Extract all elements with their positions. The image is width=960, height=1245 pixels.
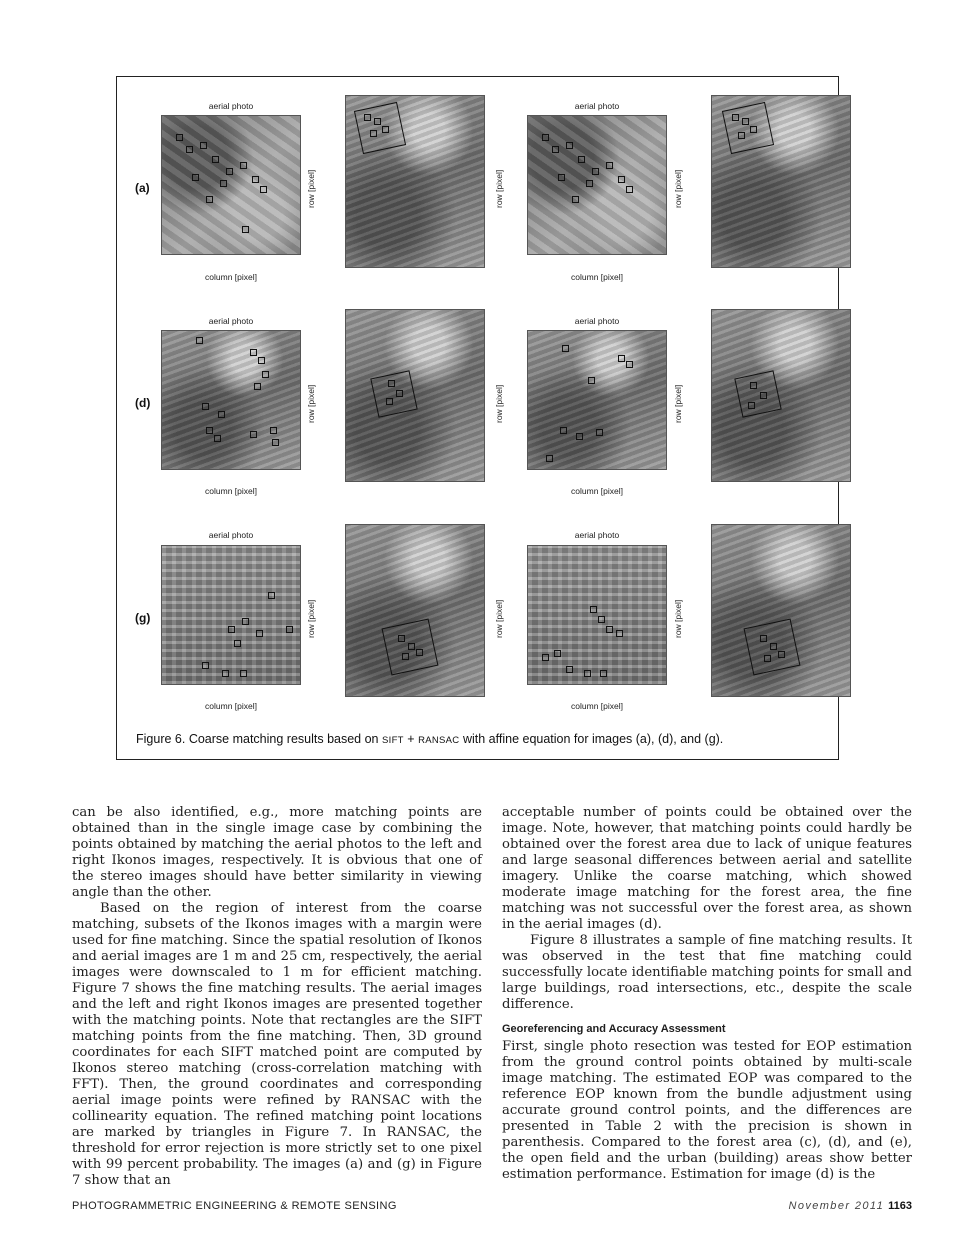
row-axis-label: row [pixel]: [306, 599, 316, 638]
right-column: [502, 805, 912, 1183]
panel-label-d: (d): [135, 396, 151, 410]
aerial-photo-caption: aerial photo: [574, 530, 620, 540]
paragraph: Figure 8 illustrates a sample of fine matching results. It was observed in the test that fine matching could successfully locate identifiable matching points for small and large buildings, road intersections, etc., despite the scale difference.: [502, 933, 912, 1012]
page-number: 1163: [888, 1200, 912, 1212]
paragraph: acceptable number of points could be obtained over the image. Note, however, that matching points could hardly be obtained over the forest area due to lack of unique features and large seasonal differences between aerial and satellite imagery. Unlike the coarse matching, which showed moderate image matching for the forest area, the fine matching was not successful over the forest area, as shown in the aerial images (d).: [502, 805, 912, 932]
issue-date: November 2011: [788, 1200, 885, 1212]
row-axis-label: row [pixel]: [494, 599, 504, 638]
aerial-image-d-left: [161, 330, 301, 470]
ikonos-image-g-right: [711, 524, 851, 697]
journal-name: PHOTOGRAMMETRIC ENGINEERING & REMOTE SENSING: [72, 1200, 397, 1212]
aerial-photo-caption: aerial photo: [574, 316, 620, 326]
page-footer: [788, 1200, 912, 1212]
ikonos-image-a-right: [711, 95, 851, 268]
ikonos-image-a-left: [345, 95, 485, 268]
paragraph: Based on the region of interest from the coarse matching, subsets of the Ikonos images with a margin were used for fine matching. Since the spatial resolution of Ikonos and aerial images are 1 m and 25 cm, respectively, the aerial images were downscaled to 1 m for efficient matching. Figure 7 shows the fine matching results. The aerial images and the left and right Ikonos images are presented together with the matching points. Note that rectangles are the SIFT matching points from the fine matching. Then, 3D ground coordinates for each SIFT matched point are computed by Ikonos stereo matching (cross-correlation matching with FFT). Then, the ground coordinates and corresponding aerial image points were refined by RANSAC with the collinearity equation. The refined matching point locations are marked by triangles in Figure 7. In RANSAC, the threshold for error rejection is more strictly set to one pixel with 99 percent probability. The images (a) and (g) in Figure 7 show that an: [72, 901, 482, 1188]
aerial-photo-caption: aerial photo: [208, 316, 254, 326]
panel-label-a: (a): [135, 181, 150, 195]
row-axis-label: row [pixel]: [673, 169, 683, 208]
ikonos-image-d-right: [711, 309, 851, 482]
ikonos-image-d-left: [345, 309, 485, 482]
column-axis-label: column [pixel]: [205, 272, 257, 282]
column-axis-label: column [pixel]: [205, 486, 257, 496]
figure-caption: Figure 6. Coarse matching results based on SIFT + RANSAC with affine equation for images (a), (d), and (g).: [136, 732, 724, 746]
row-axis-label: row [pixel]: [673, 599, 683, 638]
row-axis-label: row [pixel]: [673, 384, 683, 423]
column-axis-label: column [pixel]: [205, 701, 257, 711]
aerial-image-a-left: [161, 115, 301, 255]
row-axis-label: row [pixel]: [306, 384, 316, 423]
aerial-image-d-right: [527, 330, 667, 470]
aerial-image-a-right: [527, 115, 667, 255]
ikonos-image-g-left: [345, 524, 485, 697]
row-axis-label: row [pixel]: [306, 169, 316, 208]
aerial-image-g-right: [527, 545, 667, 685]
aerial-photo-caption: aerial photo: [208, 530, 254, 540]
paragraph: can be also identified, e.g., more matching points are obtained than in the single image case by combining the points obtained by matching the aerial photos to the left and right Ikonos images, respectively. It is obvious that one of the stereo images should have better similarity in viewing angle than the other.: [72, 805, 482, 900]
row-axis-label: row [pixel]: [494, 384, 504, 423]
section-heading: Georeferencing and Accuracy Assessment: [502, 1023, 726, 1035]
aerial-image-g-left: [161, 545, 301, 685]
left-column: [72, 805, 482, 1189]
aerial-photo-caption: aerial photo: [574, 101, 620, 111]
aerial-photo-caption: aerial photo: [208, 101, 254, 111]
column-axis-label: column [pixel]: [571, 486, 623, 496]
column-axis-label: column [pixel]: [571, 701, 623, 711]
column-axis-label: column [pixel]: [571, 272, 623, 282]
panel-label-g: (g): [135, 611, 151, 625]
paragraph: First, single photo resection was tested for EOP estimation from the ground control points obtained by multi-scale image matching. The estimated EOP was compared to the reference EOP known from the bundle adjustment using accurate ground control points, and the differences are presented in Table 2 with the precision is shown in parenthesis. Compared to the forest area (c), (d), and (e), the open field and the urban (building) areas show better estimation performance. Estimation for image (d) is the: [502, 1039, 912, 1182]
row-axis-label: row [pixel]: [494, 169, 504, 208]
